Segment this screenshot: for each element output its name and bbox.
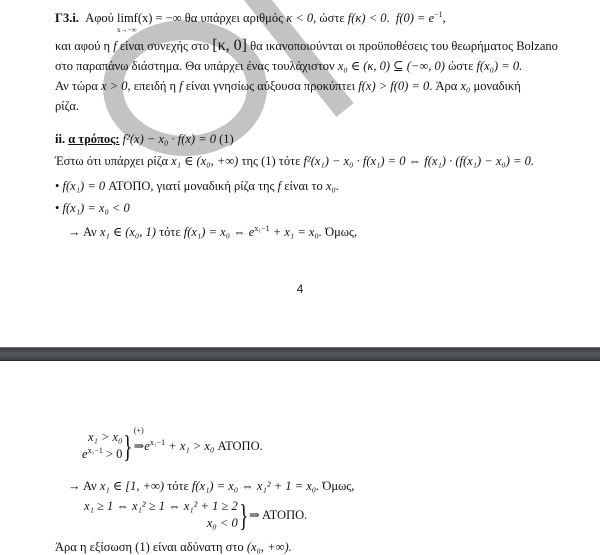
line-part-ii: ii. α τρόπος: f²(x) − x₀ · f(x) = 0 (1) [55, 132, 234, 146]
equation-1: f²(x) − x₀ · f(x) = 0 [122, 132, 217, 146]
brace-derivation-2: x₁ ≥ 1 ⇔ x₁² ≥ 1 ⇔ x₁² + 1 ≥ 2 x₀ < 0 }⇒ ΑΤΟΠΟ. [84, 497, 308, 533]
arrow-icon: → [68, 479, 81, 493]
limit-expression: lim x→−∞ [117, 11, 137, 34]
line-bolzano: και αφού η f είναι συνεχής στο [κ, 0] θα ικανοποιούνται οι προϋποθέσεις του θεωρήματος Bolzano [55, 37, 558, 54]
line-interval: στο παραπάνω διάστημα. Θα υπάρχει ένας τουλάχιστον x₀ ∈ (κ, 0) ⊆ (−∞, 0) ώστε f(x₀) = 0. [55, 59, 523, 73]
document-page-5 [0, 361, 600, 555]
section-label: Γ3.i. [55, 11, 79, 25]
subcase-x1-ge-1: → Αν x₁ ∈ [1, +∞) τότε f(x₁) = x₀ ⇔ x₁² + 1 = x₀. Όμως, [68, 479, 355, 493]
brace-derivation-1: x₁ > x₀ $e^{x_1-1} > 0$ } (+) $\Rightarrow e^{x_1-1} + x_1 > x_0$ ΑΤΟΠΟ. [82, 426, 263, 464]
line-monotonic: Αν τώρα x > 0, επειδή η f είναι γνησίως αύξουσα προκύπτει f(x) > f(0) = 0. Άρα x₀ μοναδική [55, 79, 521, 93]
page-number: 4 [296, 282, 304, 296]
subcase-x1-less-1: → Αν x₁ ∈ (x₀, 1) τότε f(x₁) = x₀ ⇔ $e^{x_1-1} + x_1 = x_0$. Όμως, [68, 224, 358, 239]
line-assume-root: Έστω ότι υπάρχει ρίζα x₁ ∈ (x₀, +∞) της (1) τότε f²(x₁) − x₀ · f(x₁) = 0 ⇔ f(x₁) · (f(x₁) − x₀) = 0. [55, 154, 534, 168]
final-conclusion: Άρα η εξίσωση (1) είναι αδύνατη στο (x₀, +∞). [55, 540, 292, 554]
line-g3i: Γ3.i. Αφού lim x→−∞ f(x) = −∞ θα υπάρχει αριθμός κ < 0, ώστε f(κ) < 0. $f(0) = e^{-1}$, [55, 10, 446, 34]
bullet-case-2: • f(x₁) = x₀ < 0 [55, 201, 130, 215]
bullet-case-1: • f(x₁) = 0 ΑΤΟΠΟ, γιατί μοναδική ρίζα της f είναι το x₀. [55, 179, 339, 193]
line-root: ρίζα. [55, 99, 79, 113]
method-label: α τρόπος: [68, 132, 120, 146]
page-separator [0, 347, 600, 361]
arrow-icon: → [68, 225, 81, 239]
